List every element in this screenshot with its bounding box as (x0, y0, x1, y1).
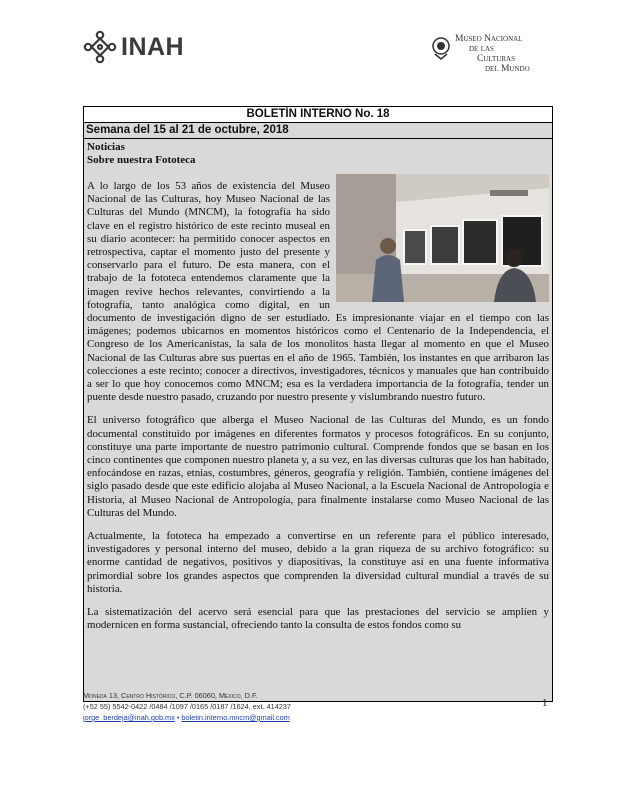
paragraph-4: La sistematización del acervo será esencial para que las prestaciones del servicio se amplíen y modernicen en forma sustancial, ofreciendo tanto la consulta de estos fondos como su (87, 606, 549, 632)
footer (83, 690, 291, 723)
exhibition-photo-image (336, 174, 549, 302)
page-number: 1 (542, 697, 548, 709)
email-link-1[interactable]: jorge_berdeja@inah.gob.mx (83, 713, 175, 722)
footer-phones: (+52 55) 5542-0422 /0484 /1097 /0165 /0187 /1624, ext. 414237 (83, 702, 291, 711)
paragraph-2: El universo fotográfico que alberga el Museo Nacional de las Culturas del Mundo, es un fondo documental constituido por imágenes en diferentes formatos y procesos fotográficos. En su conjunto, constituye una parte importante de nuestro patrimonio cultural. Comprende fondos que se basan en los cinco continentes que componen nuestro planeta y, a su vez, en las diversas culturas que los han habitado, enfocándose en razas, etnias, costumbres, géneros, geografía y religión. También, contiene imágenes del siglo pasado desde que este edificio alojaba al Museo Nacional, a la Escuela Nacional de Antropología e Historia, al Museo Nacional de Antropología, para finalmente instalarse como Museo Nacional de las Culturas del Mundo. (87, 414, 549, 519)
fototeca-exhibition-photo (336, 174, 549, 302)
bulletin-box (83, 106, 553, 702)
paragraph-1: A lo largo de los 53 años de existencia del Museo Nacional de las Culturas, hoy Museo Nacional de las Culturas del Mundo (MNCM), la fotografía ha sido clave en el registro histórico de este recinto museal en su diario acontecer: ha permitido conocer aspectos en retrospectiva, captar el momento justo del presente y conservarlo para el futuro. De esta manera, con el trabajo de la fototeca entendemos claramente que la imagen revive hechos relevantes, convirtiendo a la fotografía, tanto analógica como digital, en un documento de investigación digno de ser estudiado. Es impresionante viajar en el tiempo con las imágenes; podemos ubicarnos en momentos históricos como el Centenario de la Independencia, el Congreso de los Americanistas, la sala de los monolitos hasta llegar al momento en que el Museo Nacional de las Culturas abre sus puertas en el año de 1965. También, los instantes en que arribaron las colecciones a este recinto; conocer a directivos, investigadores, técnicos y manuales que han contribuido a ser lo que hoy conocemos como MNCM; esa es la verdadera importancia de la fotografía, tender un puente desde nuestro pasado, cruzando por nuestro presente y vislumbrando nuestro futuro. (87, 180, 549, 404)
museo-logo (431, 34, 530, 74)
section-heading: Noticias (87, 141, 125, 153)
email-link-2[interactable]: boletin.interno.mncm@gmail.com (181, 713, 290, 722)
museo-logo-line-3: Culturas (477, 54, 515, 64)
museo-logo-line-2: de las (469, 44, 494, 54)
bulletin-title: BOLETÍN INTERNO No. 18 (84, 107, 552, 123)
museo-logo-line-4: del Mundo (485, 64, 530, 74)
museo-logo-line-1: Museo Nacional (455, 34, 523, 44)
footer-address: Moneda 13, Centro Histórico, C.P. 06060, México, D.F. (83, 691, 258, 700)
email-separator: • (176, 713, 180, 722)
inah-emblem-icon (83, 30, 117, 64)
paragraph-3: Actualmente, la fototeca ha empezado a convertirse en un referente para el público interesado, investigadores y personal interno del museo, debido a la gran riqueza de su archivo fotográfico: su enorme cantidad de negativos, positivos y diapositivas, la constituye así en una fuente informativa primordial sobre los grandes aspectos que comprenden la diversidad cultural mundial a través de su historia. (87, 530, 549, 595)
inah-logo (83, 30, 184, 64)
inah-logo-text: INAH (121, 32, 185, 61)
bulletin-body (84, 139, 552, 701)
museo-seal-icon (431, 36, 451, 60)
article-subtitle: Sobre nuestra Fototeca (87, 154, 196, 166)
bulletin-week: Semana del 15 al 21 de octubre, 2018 (84, 123, 552, 139)
